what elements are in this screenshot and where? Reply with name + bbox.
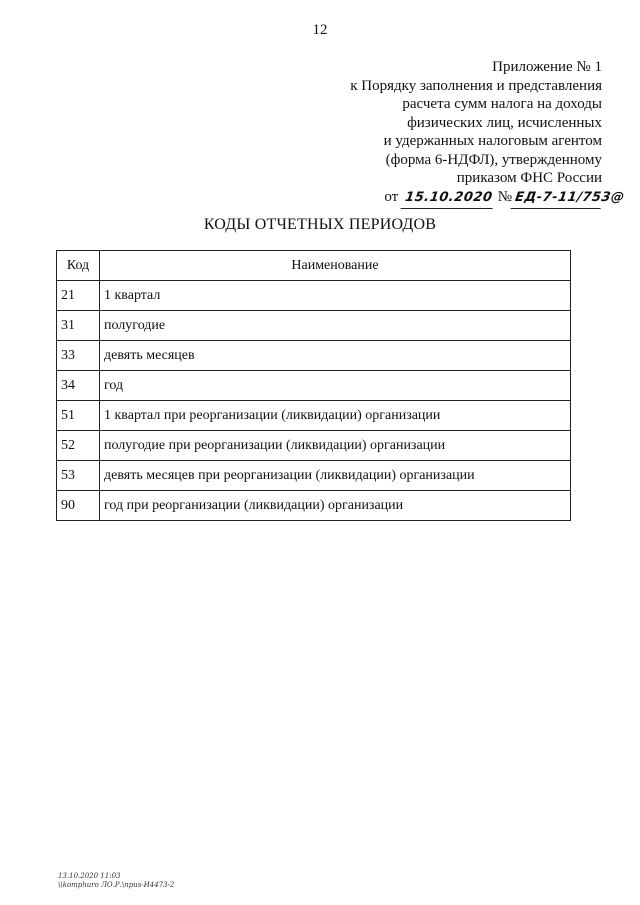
- appendix-block: [302, 58, 626, 208]
- row-name: девять месяцев: [100, 341, 571, 371]
- column-header-name: Наименование: [100, 251, 571, 281]
- column-header-code: Код: [57, 251, 100, 281]
- handwritten-order-number: ЕД-7-11/753@: [511, 189, 604, 209]
- table-row: [57, 461, 571, 491]
- row-code: 52: [57, 431, 100, 461]
- row-name: год: [100, 371, 571, 401]
- row-code: 21: [57, 281, 100, 311]
- from-label: от: [384, 188, 399, 205]
- table-row: [57, 431, 571, 461]
- row-code: 34: [57, 371, 100, 401]
- row-code: 31: [57, 311, 100, 341]
- row-name: год при реорганизации (ликвидации) организации: [100, 491, 571, 521]
- number-label: №: [497, 188, 512, 205]
- row-code: 51: [57, 401, 100, 431]
- print-footer: [58, 872, 174, 890]
- table-row: [57, 281, 571, 311]
- row-name: полугодие при реорганизации (ликвидации) организации: [100, 431, 571, 461]
- reporting-period-codes-table: [56, 250, 571, 521]
- footer-file-path: \\komphuro ЛО.Р.\npus-И4473-2: [58, 881, 175, 889]
- page-number: 12: [312, 22, 328, 38]
- footer-timestamp: 13.10.2020 11:03: [58, 872, 121, 880]
- appendix-line: и удержанных налоговым агентом: [383, 133, 602, 149]
- table-row: [57, 341, 571, 371]
- row-name: полугодие: [100, 311, 571, 341]
- table-row: [57, 491, 571, 521]
- appendix-line: приказом ФНС России: [456, 170, 602, 186]
- row-code: 33: [57, 341, 100, 371]
- appendix-line: (форма 6-НДФЛ), утвержденному: [385, 151, 602, 168]
- table-row: [57, 401, 571, 431]
- document-title: КОДЫ ОТЧЕТНЫХ ПЕРИОДОВ: [203, 216, 437, 233]
- row-name: девять месяцев при реорганизации (ликвидации) организации: [100, 461, 571, 491]
- appendix-line: Приложение № 1: [492, 59, 602, 75]
- row-name: 1 квартал: [100, 281, 571, 311]
- row-code: 90: [57, 491, 100, 521]
- row-code: 53: [57, 461, 100, 491]
- handwritten-date: 15.10.2020: [401, 189, 496, 209]
- appendix-line: к Порядку заполнения и представления: [350, 77, 602, 94]
- order-date-number-line: [302, 188, 626, 209]
- table-row: [57, 311, 571, 341]
- appendix-line: расчета сумм налога на доходы: [402, 96, 602, 112]
- table-row: [57, 371, 571, 401]
- row-name: 1 квартал при реорганизации (ликвидации) организации: [100, 401, 571, 431]
- table-header-row: [57, 251, 571, 281]
- appendix-line: физических лиц, исчисленных: [407, 114, 602, 131]
